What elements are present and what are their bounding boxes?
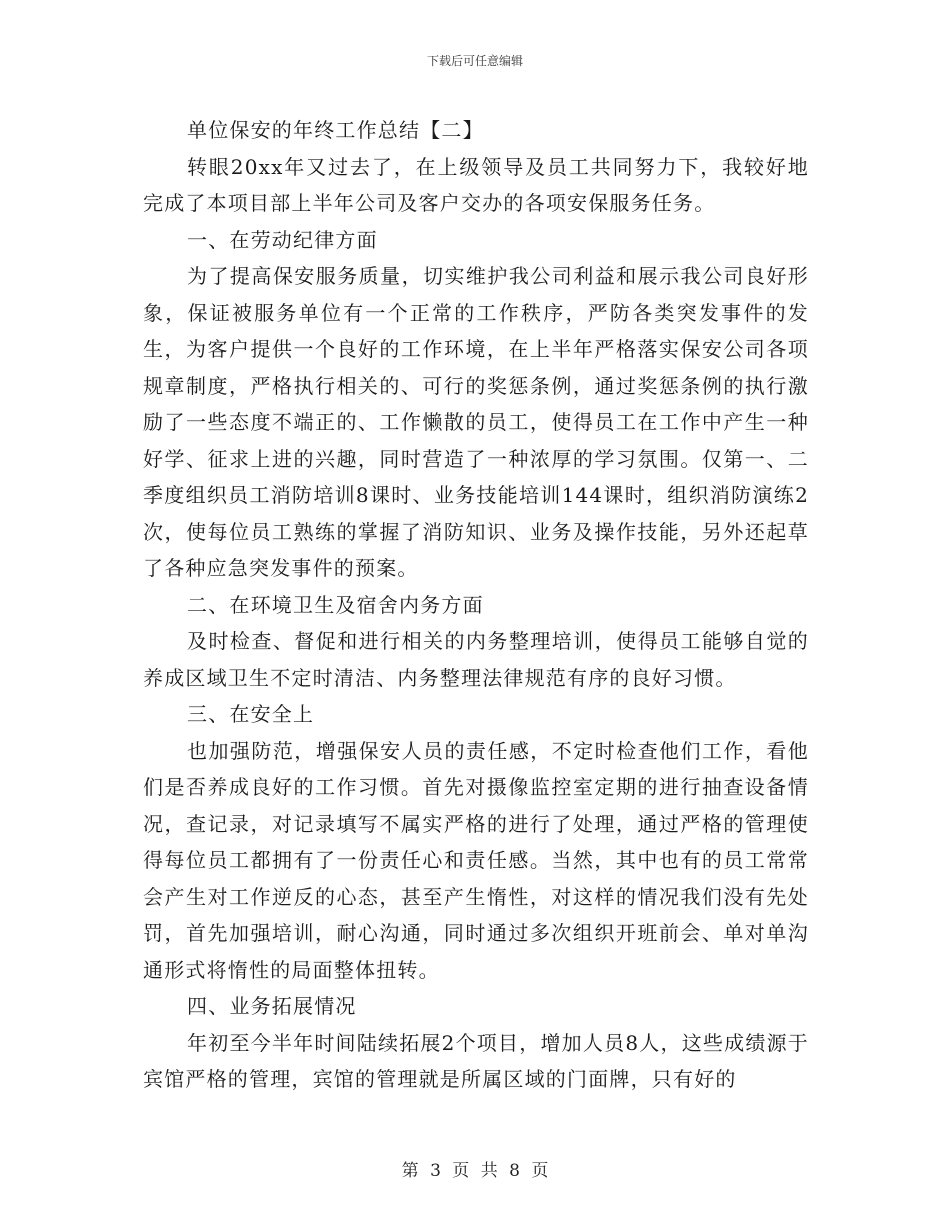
- document-body: [143, 112, 809, 1098]
- section-body-safety: 也加强防范，增强保安人员的责任感，不定时检查他们工作，看他们是否养成良好的工作习惯。首先对摄像监控室定期的进行抽查设备情况，查记录，对记录填写不属实严格的进行了处理，通过严格的管理使得每位员工都拥有了一份责任心和责任感。当然，其中也有的员工常常会产生对工作逆反的心态，甚至产生惰性，对这样的情况我们没有先处罚，首先加强培训，耐心沟通，同时通过多次组织开班前会、单对单沟通形式将惰性的局面整体扭转。: [143, 738, 809, 982]
- intro-paragraph: 转眼20xx年又过去了，在上级领导及员工共同努力下，我较好地完成了本项目部上半年公司及客户交办的各项安保服务任务。: [143, 154, 809, 215]
- section-heading-hygiene: 二、在环境卫生及宿舍内务方面: [187, 592, 484, 617]
- section-heading-labor-discipline: 一、在劳动纪律方面: [187, 227, 378, 252]
- header-note: 下载后可任意编辑: [426, 54, 523, 68]
- document-title: 单位保安的年终工作总结【二】: [187, 118, 484, 142]
- page-number: 第 3 页 共 8 页: [401, 1161, 549, 1181]
- section-heading-safety: 三、在安全上: [187, 702, 315, 726]
- section-heading-business: 四、业务拓展情况: [187, 994, 357, 1018]
- section-body-labor-discipline: 为了提高保安服务质量，切实维护我公司利益和展示我公司良好形象，保证被服务单位有一个正常的工作秩序，严防各类突发事件的发生，为客户提供一个良好的工作环境，在上半年严格落实保安公司各项规章制度，严格执行相关的、可行的奖惩条例，通过奖惩条例的执行激励了一些态度不端正的、工作懒散的员工，使得员工在工作中产生一种好学、征求上进的兴趣，同时营造了一种浓厚的学习氛围。仅第一、二季度组织员工消防培训8课时、业务技能培训144课时，组织消防演练2次，使每位员工熟练的掌握了消防知识、业务及操作技能，另外还起草了各种应急突发事件的预案。: [143, 264, 809, 580]
- section-body-business: 年初至今半年时间陆续拓展2个项目，增加人员8人，这些成绩源于宾馆严格的管理，宾馆的管理就是所属区域的门面牌，只有好的: [143, 1030, 809, 1091]
- section-body-hygiene: 及时检查、督促和进行相关的内务整理培训，使得员工能够自觉的养成区域卫生不定时清洁、内务整理法律规范有序的良好习惯。: [143, 629, 809, 690]
